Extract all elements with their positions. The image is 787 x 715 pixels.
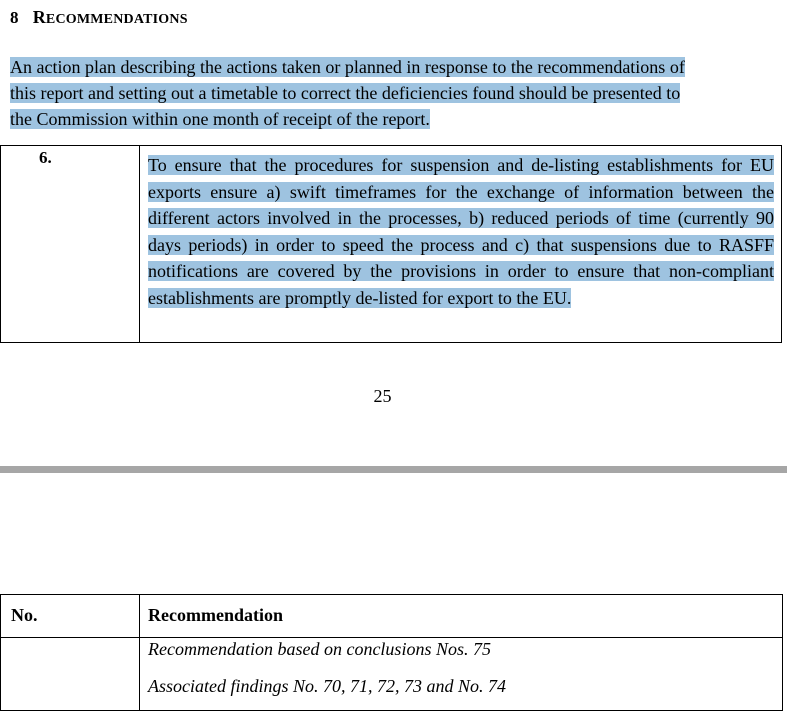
findings-line[interactable]: Associated findings No. 70, 71, 72, 73 and No. 74 xyxy=(148,676,507,696)
header-recommendation: Recommendation xyxy=(148,605,283,625)
page-number: 25 xyxy=(373,386,392,406)
header-no: No. xyxy=(11,605,38,625)
column-separator xyxy=(139,595,140,710)
recommendation-text-selection[interactable]: To ensure that the procedures for suspension and de-listing establishments for EU exports ensure a) swift timeframes for the exchange of information between the different actors involved in the processes, b) reduced periods of time (currently 90 days periods) in order to speed the process and c) that suspensions due to RASFF notifications are covered by the provisions in order to ensure that non-compliant establishments are promptly de-listed for export to the EU. xyxy=(148,155,774,308)
section-heading xyxy=(10,7,188,28)
next-page-table xyxy=(0,594,783,711)
section-title-rest: ECOMMENDATIONS xyxy=(45,12,188,27)
recommendation-table xyxy=(0,145,782,343)
intro-paragraph[interactable] xyxy=(10,54,770,132)
section-number: 8 xyxy=(10,8,19,27)
conclusions-line[interactable]: Recommendation based on conclusions Nos. 75 xyxy=(148,639,491,659)
row-separator xyxy=(1,637,782,638)
column-separator xyxy=(139,146,140,342)
page-break xyxy=(0,466,787,473)
section-title-first-letter: R xyxy=(32,7,46,27)
intro-line[interactable]: this report and setting out a timetable to correct the deficiencies found should be presented to xyxy=(10,83,681,103)
recommendation-number: 6. xyxy=(39,148,52,167)
intro-line[interactable]: the Commission within one month of receipt of the report. xyxy=(10,109,430,129)
intro-line[interactable]: An action plan describing the actions taken or planned in response to the recommendations of xyxy=(10,57,685,77)
recommendation-text[interactable] xyxy=(148,152,774,311)
